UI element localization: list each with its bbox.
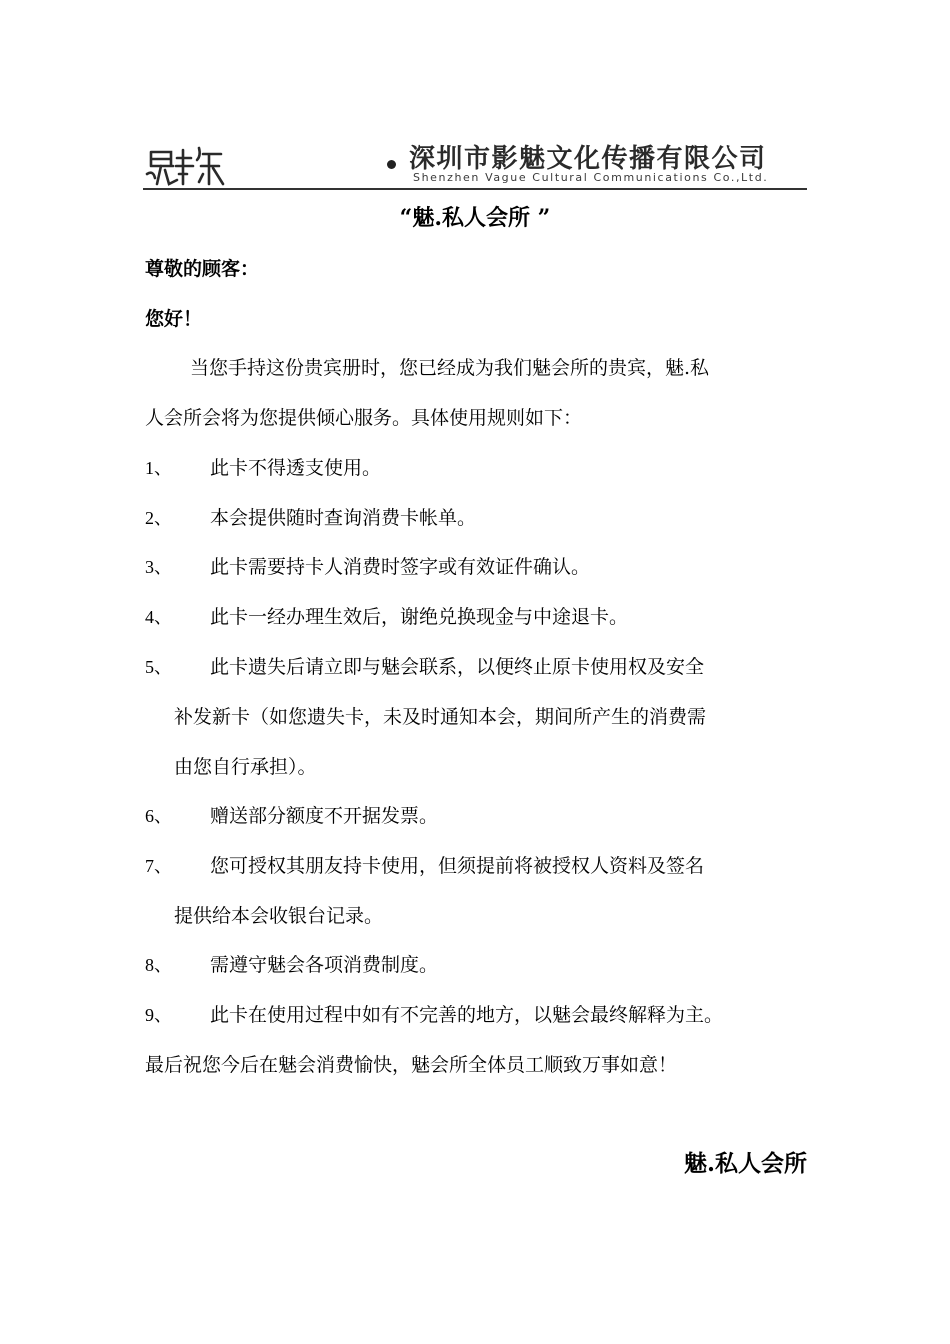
rule-text-continued: 提供给本会收银台记录。 <box>174 905 384 927</box>
rule-text: 此卡遗失后请立即与魅会联系，以便终止原卡使用权及安全 <box>210 656 705 678</box>
rule-text-continued: 由您自行承担）。 <box>174 756 317 778</box>
rule-number: 6、 <box>145 806 172 826</box>
rule-text: 您可授权其朋友持卡使用，但须提前将被授权人资料及签名 <box>210 855 705 877</box>
rule-number: 9、 <box>145 1005 172 1025</box>
rule-number: 4、 <box>145 607 172 627</box>
company-name-cn: 深圳市影魅文化传播有限公司 <box>409 144 767 174</box>
rule-text-continued: 补发新卡（如您遗失卡，未及时通知本会，期间所产生的消费需 <box>174 706 707 728</box>
intro-line-1: 当您手持这份贵宾册时，您已经成为我们魅会所的贵宾，魅.私 <box>190 357 710 379</box>
rule-number: 5、 <box>145 657 172 677</box>
company-name-en: Shenzhen Vague Cultural Communications Co.,Ltd. <box>413 171 769 184</box>
calligraphy-logo-icon <box>143 144 225 188</box>
salutation: 尊敬的顾客： <box>145 258 260 280</box>
rule-text: 本会提供随时查询消费卡帐单。 <box>210 507 477 529</box>
rule-text: 此卡不得透支使用。 <box>210 457 382 479</box>
greeting: 您好！ <box>145 308 203 330</box>
rule-number: 7、 <box>145 856 172 876</box>
signature: 魅.私人会所 <box>683 1150 807 1177</box>
rule-number: 8、 <box>145 955 172 975</box>
rule-number: 3、 <box>145 557 172 577</box>
rule-text: 此卡需要持卡人消费时签字或有效证件确认。 <box>210 556 591 578</box>
rule-number: 1、 <box>145 458 172 478</box>
rule-text: 赠送部分额度不开据发票。 <box>210 805 439 827</box>
document-title: “魅.私人会所 ” <box>399 205 551 231</box>
closing-line: 最后祝您今后在魅会消费愉快，魅会所全体员工顺致万事如意！ <box>145 1054 678 1076</box>
separator-dot <box>387 160 396 169</box>
letterhead-divider <box>143 188 807 190</box>
rule-text: 此卡一经办理生效后，谢绝兑换现金与中途退卡。 <box>210 606 629 628</box>
intro-line-2: 人会所会将为您提供倾心服务。具体使用规则如下： <box>145 407 583 429</box>
company-logo <box>143 144 225 188</box>
rule-number: 2、 <box>145 508 172 528</box>
rule-text: 此卡在使用过程中如有不完善的地方，以魅会最终解释为主。 <box>210 1004 724 1026</box>
rule-text: 需遵守魅会各项消费制度。 <box>210 954 439 976</box>
letterhead <box>143 140 807 192</box>
